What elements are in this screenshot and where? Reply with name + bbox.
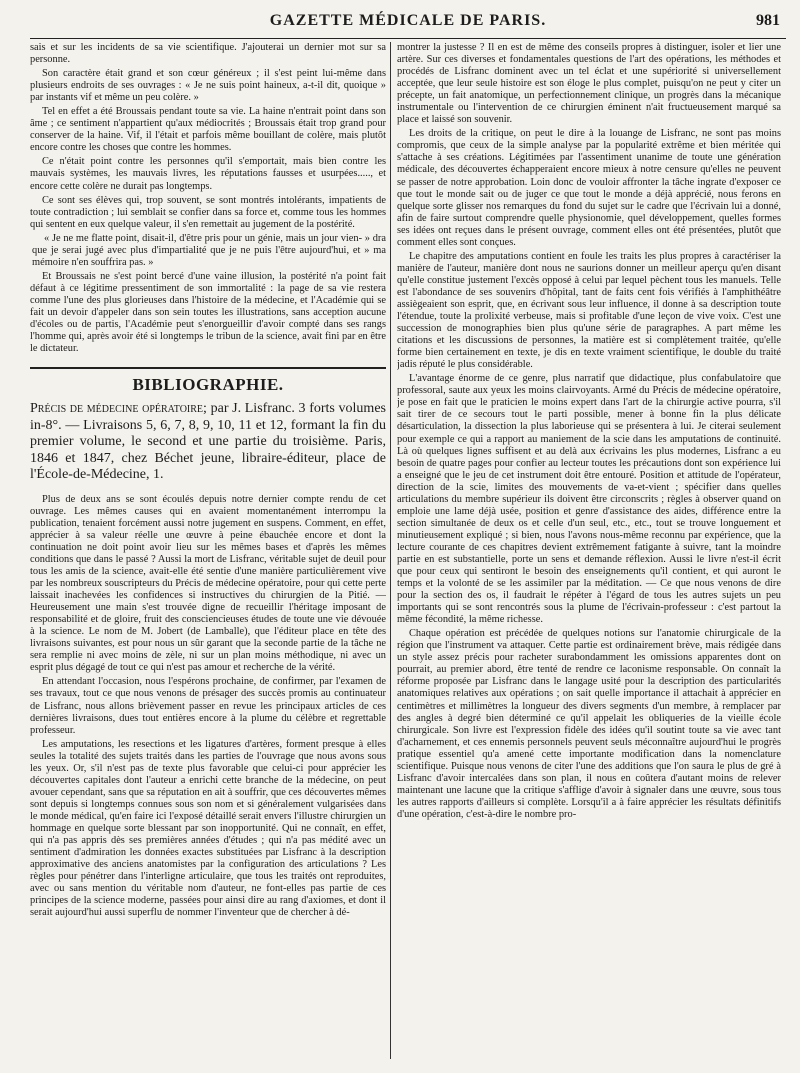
paragraph: L'avantage énorme de ce genre, plus narratif que didactique, plus confabulatoire que professoral, saute aux yeux les moins clairvoyants. Armé du Précis de médecine opératoire, je pose en fait que le praticien le moins expert dans l'art de la chirurgie active pourra, s'il sait tirer de ce secours tout le parti possible, mener à bonne fin la plus délicate désarticulation, la dissection la plus laborieuse qui se présentera à lui. Je citerai seulement pour exemple ce qui a rapport au maniement de la scie dans les amputations de continuité. Là où quelques lignes suffisent et au delà aux écrivains les plus modernes, Lisfranc a eu besoin de quatre pages pour confier au lecteur toutes les précautions dont son expérience lui a enseigné que le jeu de cet instrument doit être entouré. Position et attitude de l'opérateur, direction de la scie, limites des mouvements de va-et-vient ; spécifier dans quelles articulations du membre supérieur ils doivent être circonscrits ; règles à observer quand on emploie une lame déjà usée, position et genre d'assistance des aides, différence entre la section simultanée de deux os et celle d'un seul, etc., etc., tout se trouve longuement et minutieusement expliqué ; si bien, nous l'avons nous-même reconnu par expérience, que la lecture courante de ces chapitres devient extrêmement fatigante à suivre, tant la moindre partie en est substantielle, porte un sens et demande réflexion. Aussi le livre n'est-il écrit que pour ceux qui sentiront le besoin des enseignements qu'il contient, et qui auront le temps et la volonté de se les assimiler par la méditation. — Ce que nous venons de dire pour la section des os, il faudrait le répéter à l'égard de tous les autres sujets un peu importants qui se sont rencontrés sous la plume de l'écrivain-professeur : c'est partout la même fécondité, la même richesse.	[397, 373, 781, 626]
page-number: 981	[756, 12, 780, 29]
paragraph: Chaque opération est précédée de quelques notions sur l'anatomie chirurgicale de la région que l'instrument va attaquer. Cette partie est ordinairement brève, mais rédigée dans un style assez précis pour racheter surabondamment les omissions apparentes dont on pourrait, au premier abord, être tenté de rendre ce laconisme responsable. On connaît la réforme proposée par Lisfranc dans le langage usité pour la description des particularités anatomiques relatives aux opérations ; on sait quelle importance il attachait à apprécier en centimètres et millimètres la longueur des divers segments d'un membre, à remplacer par des angles à degré bien déterminé ce qu'il appelait les obliqueries de la vieille école chirurgicale. Son livre est l'expression fidèle des idées qu'il soutint toute sa vie avec tant d'acharnement, et ces ennemis personnels peuvent seuls méconnaître aujourd'hui le progrès pratique essentiel qu'a amené cette importante modification dans la nomenclature scientifique. Puisque nous venons de citer l'une des additions que l'on saura le plus de gré à Lisfranc d'avoir intercalées dans son plan, il nous en coûtera d'autant moins de relever maintenant une lacune que la critique s'afflige d'avoir à signaler dans une œuvre, sous tous les autres rapports d'ailleurs si complète. Lorsqu'il a à faire apprécier les résultats définitifs d'une opération, c'est-à-dire le nombre pro-	[397, 628, 781, 820]
book-title: Précis de médecine opératoire	[30, 401, 204, 417]
left-column	[30, 42, 386, 1059]
page-header	[30, 4, 786, 39]
quotation: « Je ne me flatte point, disait-il, d'être pris pour un génie, mais un jour vien- » dra que je serai jugé avec plus d'impartialité que je ne puis l'être aujourd'hui, et » ma mémoire n'en souffrira pas. »	[32, 232, 386, 268]
column-divider	[390, 42, 391, 1059]
journal-title: GAZETTE MÉDICALE DE PARIS.	[269, 12, 547, 29]
paragraph: montrer la justesse ? Il en est de même des conseils propres à distinguer, isoler et lier une artère. Sur ces diverses et fondamentales questions de l'art des opérations, les méthodes et procédés de Lisfranc dominent avec un tel éclat et une supériorité si universellement acceptée, que leur seule histoire est son éloge le plus complet, puisqu'on ne peut y citer un précepte, un fait anatomique, un perfectionnement clinique, un progrès dans la mécanique instrumentale ou l'intervention de ce chirurgien éminent n'ait fructueusement marqué sa place et laissé son souvenir.	[397, 42, 781, 126]
paragraph: Ce sont ses élèves qui, trop souvent, se sont montrés intolérants, impatients de toute contradiction ; lui semblait se confier dans sa force et, comme tous les hommes qui sentent en eux quelque valeur, il s'en remettait au jugement de la postérité.	[30, 194, 386, 230]
right-column	[397, 42, 781, 1059]
paragraph: Le chapitre des amputations contient en foule les traits les plus propres à caractériser la manière de l'auteur, manière dont nous ne saurions donner un meilleur aperçu qu'en disant qu'elle constitue justement l'excès opposé à celui par lequel pèchent tous les manuels. Telle est l'abondance de ses souvenirs d'hôpital, tant de faits cent fois vérifiés à l'amphithéâtre assiègeaient son esprit, que, en écrivant sous leur influence, il donne à sa description toute l'étendue, toute la prolixité verbeuse, mais si profitable d'une leçon de vive voix. C'est une succession de monographies bien plus qu'une série de paragraphes. A part même les citations et les discussions de personnes, la matière est si complètement traitée, qu'elle forme bien certainement en texte, je dis en texte vraiment scientifique, le double du traité jadis réputé le plus considérable.	[397, 250, 781, 371]
paragraph: Plus de deux ans se sont écoulés depuis notre dernier compte rendu de cet ouvrage. Les mêmes causes qui en avaient momentanément interrompu la publication, tenaient forcément aussi notre jugement en suspens. Comment, en effet, apprécier à sa valeur réelle une œuvre à peine ébauchée encore et dont la continuation ne doit point avoir lieu sur les mêmes bases et d'après les mêmes conditions que dans le passé ? Aussi la mort de Lisfranc, véritable sujet de deuil pour tous les amis de la science, avait-elle été sentie d'une manière particulièrement vive par les nombreux souscripteurs du Précis de médecine opératoire, pour qui cette perte laissait inachevées les confidences si instructives du chirurgien de la Pitié. — Heureusement une main s'est trouvée digne de recueillir l'héritage imposant de responsabilité et de gloire, fruit des consciencieuses études de toute une vie dévouée à la science. Le nom de M. Jobert (de Lamballe), que l'éditeur place en tête des livraisons suivantes, est pour nous un sûr garant que la seconde partie de la tâche ne sera remplie ni avec moins de zèle, ni sur un plan moins méthodique, ni avec un esprit plus dégagé de tout ce qui n'est pas amour et recherche de la vérité.	[30, 493, 386, 674]
section-divider	[30, 367, 386, 369]
paragraph: Et Broussais ne s'est point bercé d'une vaine illusion, la postérité n'a point fait défaut à ce légitime pressentiment de son immortalité : la page de sa vie restera comme l'une des plus glorieuses dans l'histoire de la médecine, et l'Académie qui se fait un devoir d'appeler dans son sein toutes les illustrations, sans acception aucune d'écoles ou de partis, l'Académie peut s'enorgueillir d'avoir compté dans ses rangs l'homme qui, après avoir été si longtemps le tribun de la science, avait fini par en être le dictateur.	[30, 270, 386, 355]
bibliography-entry	[30, 401, 386, 484]
paragraph: Ce n'était point contre les personnes qu'il s'emportait, mais bien contre les mauvais systèmes, les mauvais livres, les réputations fausses et usurpées....., et encore cette colère ne durait pas longtemps.	[30, 156, 386, 192]
paragraph: Tel en effet a été Broussais pendant toute sa vie. La haine n'entrait point dans son âme ; ce sentiment n'appartient qu'aux médiocrités ; Broussais était trop grand pour conserver de la haine. Vif, il l'était et parfois même bouillant de colère, mais plutôt encore contre les choses que contre les hommes.	[30, 106, 386, 154]
paragraph: En attendant l'occasion, nous l'espérons prochaine, de confirmer, par l'examen de ses travaux, tout ce que nous venons de présager des succès promis au continuateur de Lisfranc, nous allons brièvement passer en revue les principaux articles de ces dernières livraisons, dues tout entières encore à la plume du célèbre et regrettable professeur.	[30, 676, 386, 736]
section-title: BIBLIOGRAPHIE.	[132, 375, 284, 395]
paragraph: Les amputations, les resections et les ligatures d'artères, forment presque à elles seules la totalité des sujets traités dans les parties de l'ouvrage que nous avons sous les yeux. Or, s'il n'est pas de texte plus favorable que celui-ci pour apprécier les découvertes capitales dont l'auteur a enrichi cette branche de la médecine, on peut avouer cependant, sans que sa réputation en ait à souffrir, que ces découvertes mêmes sont depuis si longtemps connues sous son nom et si généralement vulgarisées dans le monde médical, qu'en faire ici l'exposé détaillé serait envers l'illustre chirurgien un hommage en quelque sorte blessant par son inopportunité. Qui ne connaît, en effet, qui n'a pas appris dès ses premières années d'études ; qui n'a pas médité avec un sentiment d'admiration les données exactes substituées par Lisfranc à la description approximative des anciens anatomistes par la configuration des articulations ? Les règles pour pénétrer dans l'interligne articulaire, que tous les traités ont reproduites, avec ou sans mention du véritable nom d'auteur, ne font-elles pas partie de ces principes de la science moderne, passées pour ainsi dire au rang d'axiomes, et dont il serait aujourd'hui aussi superflu de nommer l'inventeur que de chercher à dé-	[30, 738, 386, 919]
paragraph: sais et sur les incidents de sa vie scientifique. J'ajouterai un dernier mot sur sa personne.	[30, 42, 386, 66]
paragraph: Son caractère était grand et son cœur généreux ; il s'est peint lui-même dans plusieurs endroits de ses ouvrages : « Je ne suis point haineux, a-t-il dit, quoique » par instants vif et même un peu colère. »	[30, 68, 386, 104]
book-details: ; par J. Lisfranc. 3 forts volumes in-8°. — Livraisons 5, 6, 7, 8, 9, 10, 11 et 12, formant la fin du premier volume, le second et une partie du troisième. Paris, 1846 et 1847, chez Béchet jeune, libraire-éditeur, place de l'École-de-Médecine, 1.	[30, 401, 386, 483]
paragraph: Les droits de la critique, on peut le dire à la louange de Lisfranc, ne sont pas moins compromis, que ceux de la simple analyse par la popularité extrême et bien méritée qui s'attache à ses créations. Légitimées par l'assentiment unanime de toute une génération médicale, des découvertes échapperaient encore mieux à notre censure qu'elles ne peuvent se passer de notre approbation. Loin donc de vouloir affronter la tâche ingrate d'exposer ce que tout le monde sait ou de juger ce que tout le monde a déjà apprécié, nous ferons en quelque sorte glisser nos remarques du fond du sujet sur le cadre que l'écrivain lui a donné, afin de faire surtout comprendre quelle physionomie, quel développement, quelles formes ses idées ont reçues dans le présent ouvrage, comment elles ont été présentées, plutôt que comment elles sont conçues.	[397, 128, 781, 248]
